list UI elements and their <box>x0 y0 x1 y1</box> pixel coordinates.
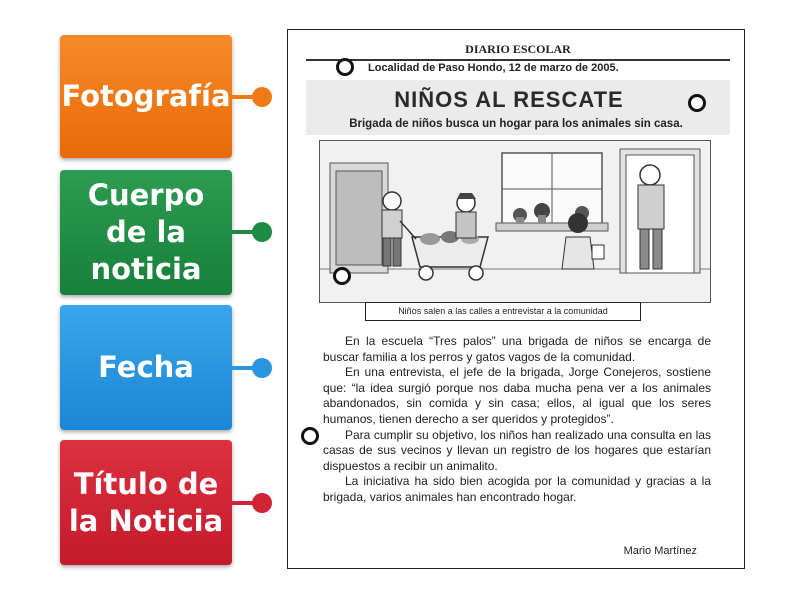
label-cuerpo-de-la-noticia[interactable] <box>60 170 232 295</box>
newspaper-body <box>323 334 711 506</box>
label-titulo-text: Título de la Noticia <box>68 466 224 538</box>
drop-target-body-zone[interactable] <box>301 427 319 445</box>
connector-dot-titulo[interactable] <box>252 493 272 513</box>
connector-dot-fotografia[interactable] <box>252 87 272 107</box>
connector-dot-cuerpo[interactable] <box>252 222 272 242</box>
newspaper-author: Mario Martínez <box>623 545 697 557</box>
body-paragraph: La iniciativa ha sido bien acogida por la comunidad y gracias a la brigada, varios animales han encontrado hogar. <box>323 474 711 504</box>
connector-dot-fecha[interactable] <box>252 358 272 378</box>
newspaper-illustration <box>319 140 711 303</box>
label-cuerpo-text: Cuerpo de la noticia <box>87 178 205 286</box>
newspaper-subheadline: Brigada de niños busca un hogar para los animales sin casa. <box>349 118 683 130</box>
newspaper-headline: NIÑOS AL RESCATE <box>394 87 624 112</box>
body-paragraph: En la escuela “Tres palos” una brigada de niños se encarga de buscar familia a los perros y gatos vagos de la comunidad. <box>323 334 711 364</box>
illustration-caption: Niños salen a las calles a entrevistar a la comunidad <box>365 302 641 321</box>
label-fecha-text: Fecha <box>98 350 194 384</box>
label-fotografia[interactable] <box>60 35 232 158</box>
newspaper-dateline: Localidad de Paso Hondo, 12 de marzo de 2005. <box>368 62 619 74</box>
label-fecha[interactable] <box>60 305 232 430</box>
drop-target-title-zone[interactable] <box>688 94 706 112</box>
label-fotografia-text: Fotografía <box>61 79 231 113</box>
illustration-drawing <box>320 141 710 302</box>
newspaper-masthead: DIARIO ESCOLAR <box>306 42 730 61</box>
drop-target-photo-zone[interactable] <box>333 267 351 285</box>
newspaper-page <box>287 29 745 569</box>
body-paragraph: En una entrevista, el jefe de la brigada, Jorge Conejeros, sostiene que: “la idea surgió porque nos daba mucha pena ver a los animales abandonados, sin comida y sin casa; ellos, al igual que los seres humanos, tienen derecho a ser queridos y protegidos”. <box>323 365 711 426</box>
body-paragraph: Para cumplir su objetivo, los niños han realizado una consulta en las casas de sus vecinos y llevan un registro de los hogares que estarían dispuestos a recibir un animalito. <box>323 427 711 473</box>
drop-target-fecha-zone[interactable] <box>336 58 354 76</box>
label-titulo-de-la-noticia[interactable] <box>60 440 232 565</box>
